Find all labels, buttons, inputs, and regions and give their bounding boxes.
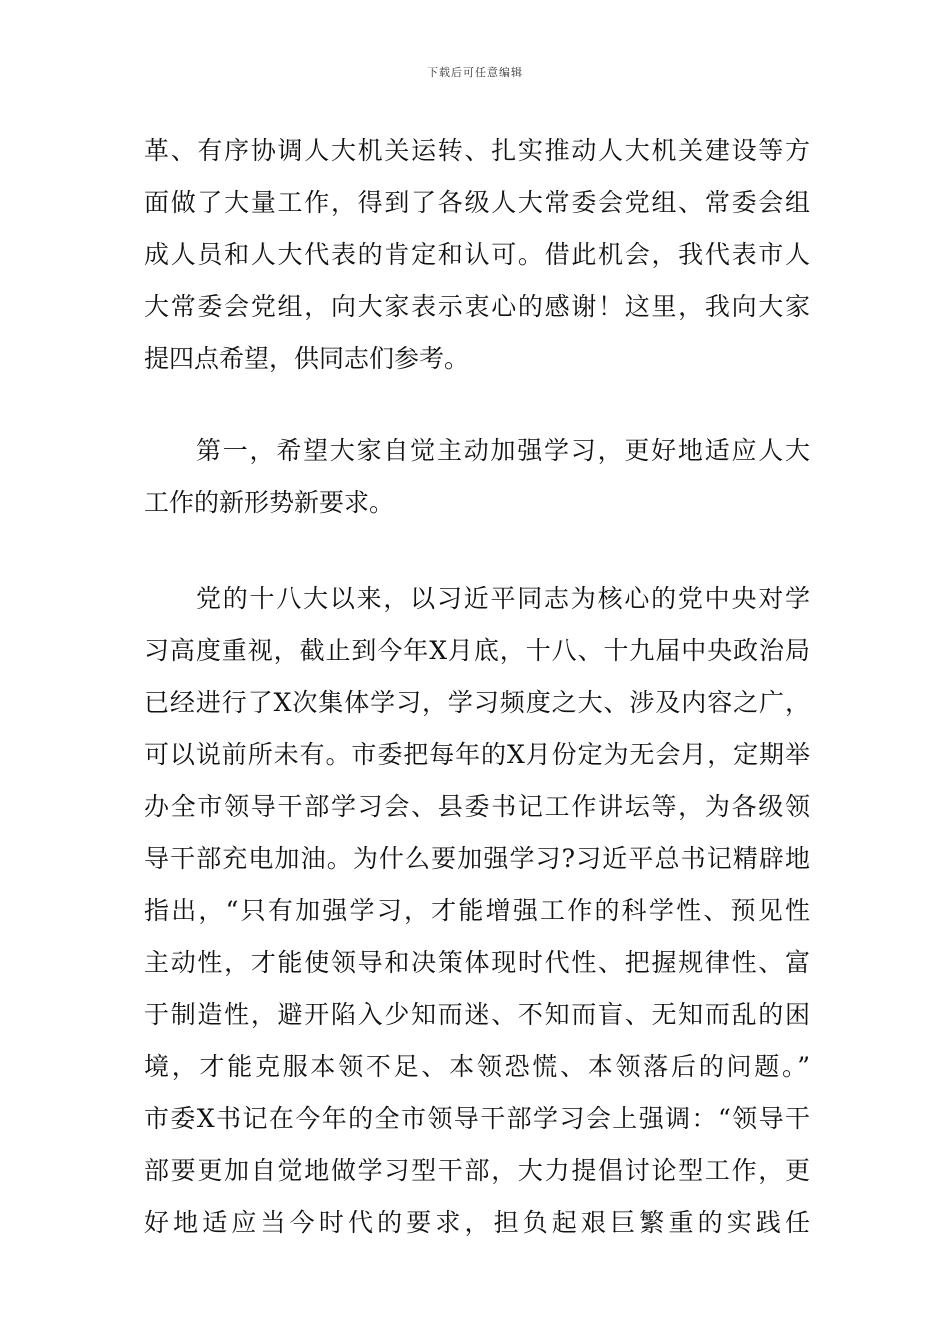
text-line: 提四点希望，供同志们参考。 bbox=[144, 344, 470, 373]
text-line: 大常委会党组，向大家表示衷心的感谢！这里，我向大家 bbox=[144, 292, 810, 321]
text-line: 革、有序协调人大机关运转、扎实推动人大机关建设等方 bbox=[144, 136, 810, 165]
paragraph-3 bbox=[144, 573, 810, 1249]
text-line: 境，才能克服本领不足、本领恐慌、本领落后的问题。” bbox=[144, 1052, 810, 1081]
text-line: 办全市领导干部学习会、县委书记工作讲坛等，为各级领 bbox=[144, 792, 810, 821]
text-line: 第一，希望大家自觉主动加强学习，更好地适应人大 bbox=[196, 436, 810, 465]
text-line: 可以说前所未有。市委把每年的X月份定为无会月，定期举 bbox=[144, 740, 810, 769]
text-line: 导干部充电加油。为什么要加强学习?习近平总书记精辟地 bbox=[144, 844, 810, 873]
text-line: 工作的新形势新要求。 bbox=[144, 488, 395, 517]
page-header: 下载后可任意编辑 bbox=[427, 66, 523, 79]
text-line: 已经进行了X次集体学习，学习频度之大、涉及内容之广， bbox=[144, 688, 810, 717]
text-line: 习高度重视，截止到今年X月底，十八、十九届中央政治局 bbox=[144, 636, 810, 665]
text-line: 于制造性，避开陷入少知而迷、不知而盲、无知而乱的困 bbox=[144, 1000, 810, 1029]
paragraph-1 bbox=[144, 125, 810, 385]
text-line: 党的十八大以来，以习近平同志为核心的党中央对学 bbox=[196, 584, 810, 613]
text-line: 成人员和人大代表的肯定和认可。借此机会，我代表市人 bbox=[144, 240, 810, 269]
text-line: 面做了大量工作，得到了各级人大常委会党组、常委会组 bbox=[144, 188, 810, 217]
text-line: 指出，“只有加强学习，才能增强工作的科学性、预见性 bbox=[144, 896, 810, 925]
text-line: 好地适应当今时代的要求，担负起艰巨繁重的实践任 bbox=[144, 1208, 810, 1237]
text-line: 主动性，才能使领导和决策体现时代性、把握规律性、富 bbox=[144, 948, 810, 977]
text-line: 部要更加自觉地做学习型干部，大力提倡讨论型工作，更 bbox=[144, 1156, 810, 1185]
paragraph-2 bbox=[144, 425, 810, 529]
text-line: 市委X书记在今年的全市领导干部学习会上强调：“领导干 bbox=[144, 1104, 810, 1133]
